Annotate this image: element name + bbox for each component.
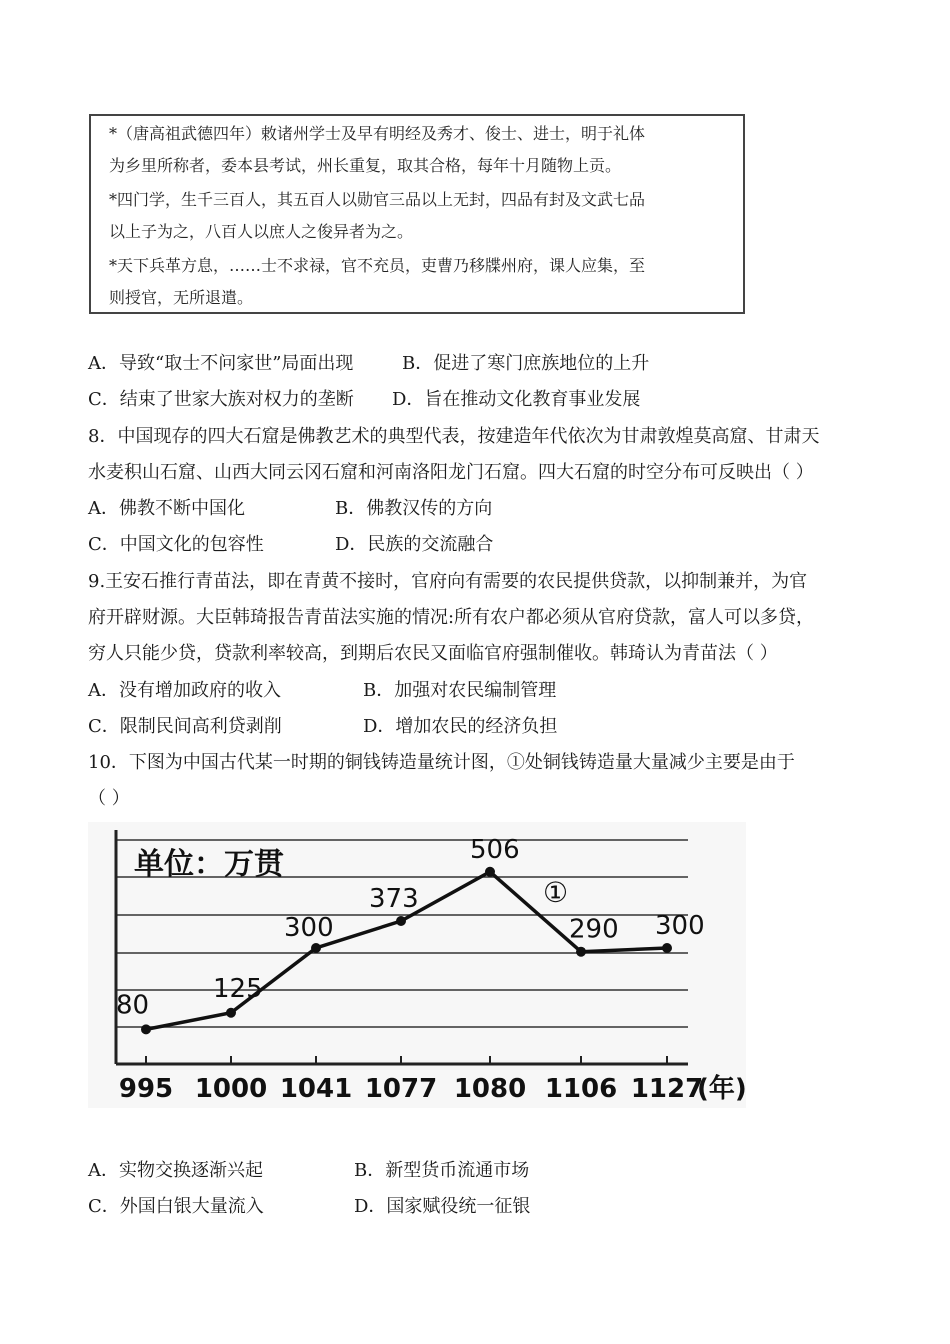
data-label: 290 (569, 914, 619, 945)
q8-option-b: B．佛教汉传的方向 (335, 498, 493, 519)
coin-casting-chart (88, 822, 746, 1108)
quote-line: *四门学，生千三百人，其五百人以勋官三品以上无封，四品有封及文武七品 (109, 190, 646, 209)
q8-stem-line: 水麦积山石窟、山西大同云冈石窟和河南洛阳龙门石窟。四大石窟的时空分布可反映出（ ） (88, 462, 814, 483)
q10-option-d: D．国家赋役统一征银 (354, 1196, 531, 1217)
q10-stem-line: （ ） (88, 788, 130, 809)
chart-svg (88, 822, 746, 1108)
q9-option-c: C．限制民间高利贷剥削 (88, 716, 282, 737)
x-tick-label: 1000 (194, 1074, 268, 1104)
q10-option-a: A．实物交换逐渐兴起 (88, 1160, 263, 1181)
q10-option-c: C．外国白银大量流入 (88, 1196, 264, 1217)
quote-box (89, 114, 745, 314)
x-tick-label: 1041 (279, 1074, 353, 1104)
q8-option-a: A．佛教不断中国化 (88, 498, 245, 519)
x-tick-label: 1077 (364, 1074, 438, 1104)
data-label: 506 (470, 834, 520, 865)
q10-stem-line: 10．下图为中国古代某一时期的铜钱铸造量统计图，①处铜钱铸造量大量减少主要是由于 (88, 752, 795, 773)
data-point (141, 1024, 151, 1034)
q9-option-a: A．没有增加政府的收入 (88, 680, 281, 701)
q9-stem-line: 9.王安石推行青苗法，即在青黄不接时，官府向有需要的农民提供贷款，以抑制兼并，为官 (88, 571, 808, 592)
quote-line: 以上子为之，八百人以庶人之俊异者为之。 (109, 222, 414, 241)
x-tick-label: 1080 (453, 1074, 527, 1104)
q9-stem-line: 府开辟财源。大臣韩琦报告青苗法实施的情况:所有农户都必须从官府贷款，富人可以多贷， (88, 607, 815, 628)
q8-option-d: D．民族的交流融合 (335, 534, 494, 555)
data-point (662, 943, 672, 953)
q7-option-a: A．导致“取士不问家世”局面出现 (88, 353, 354, 374)
data-label: 80 (116, 990, 150, 1021)
data-label: 300 (284, 913, 334, 943)
data-point (485, 867, 495, 877)
q8-stem-line: 8．中国现存的四大石窟是佛教艺术的典型代表，按建造年代依次为甘肃敦煌莫高窟、甘肃天 (88, 426, 820, 447)
quote-line: 则授官，无所退遣。 (109, 288, 254, 307)
q7-option-d: D．旨在推动文化教育事业发展 (392, 389, 641, 410)
x-axis-label: (年) (697, 1074, 746, 1104)
chart-title: 单位：万贯 (134, 847, 284, 882)
x-tick-label: 995 (118, 1074, 174, 1104)
q9-stem-line: 穷人只能少贷，贷款利率较高，到期后农民又面临官府强制催收。韩琦认为青苗法（ ） (88, 643, 778, 664)
data-label: 373 (369, 883, 419, 914)
data-point (226, 1008, 236, 1018)
quote-line: *（唐高祖武德四年）敕诸州学士及早有明经及秀才、俊士、进士，明于礼体 (109, 124, 646, 143)
quote-line: *天下兵革方息，……士不求禄，官不充员，吏曹乃移牒州府，课人应集，至 (109, 256, 646, 275)
q8-option-c: C．中国文化的包容性 (88, 534, 264, 555)
annotation-circled-one: ① (543, 876, 569, 909)
q7-option-b: B．促进了寒门庶族地位的上升 (402, 353, 650, 374)
x-tick-label: 1127 (630, 1074, 704, 1104)
x-tick-label: 1106 (544, 1074, 618, 1104)
data-label: 300 (655, 911, 705, 941)
q7-option-c: C．结束了世家大族对权力的垄断 (88, 389, 354, 410)
q9-option-d: D．增加农民的经济负担 (363, 716, 558, 737)
quote-line: 为乡里所称者，委本县考试，州长重复，取其合格，每年十月随物上贡。 (109, 156, 622, 175)
q9-option-b: B．加强对农民编制管理 (363, 680, 557, 701)
data-label: 125 (213, 973, 263, 1004)
data-point (576, 947, 586, 957)
data-point (311, 943, 321, 953)
q10-option-b: B．新型货币流通市场 (354, 1160, 530, 1181)
data-point (396, 916, 406, 926)
